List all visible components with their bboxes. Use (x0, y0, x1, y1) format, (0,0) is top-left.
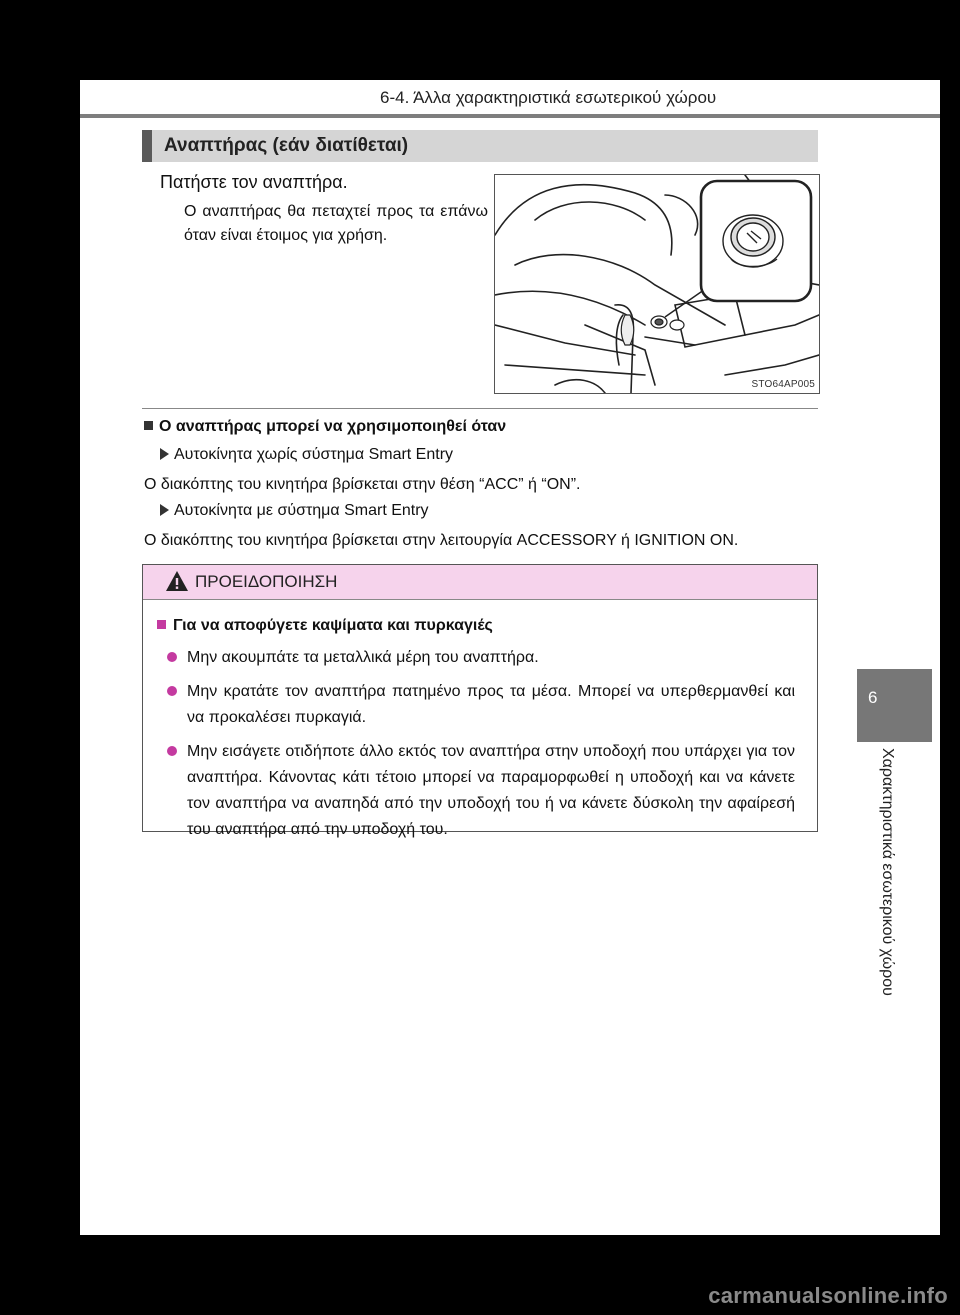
usage-item-no-smart-entry (160, 446, 453, 464)
header-rule (80, 114, 940, 118)
usage-item-desc: Ο διακόπτης του κινητήρα βρίσκεται στην λειτουργία ACCESSORY ή IGNITION ON. (144, 532, 739, 549)
chapter-header: 6-4. Άλλα χαρακτηριστικά εσωτερικού χώρου (380, 88, 717, 107)
warning-bullet (167, 645, 795, 671)
chapter-tab-label: Χαρακτηριστικά εσωτερικού χώρου (879, 748, 896, 996)
warning-bullet-text: Μην ακουμπάτε τα μεταλλικά μέρη του αναπτήρα. (187, 649, 539, 666)
lighter-illustration (494, 174, 820, 394)
triangle-bullet-icon (160, 448, 169, 460)
warning-bullet (167, 679, 795, 731)
square-bullet-icon (144, 421, 153, 430)
watermark: carmanualsonline.info (708, 1283, 948, 1308)
figure-code: STO64AP005 (751, 379, 815, 390)
section-accent (142, 130, 152, 162)
warning-bullet-text: Μην εισάγετε οτιδήποτε άλλο εκτός τον αναπτήρα στην υποδοχή που υπάρχει για τον αναπτήρα. Κάνοντας κάτι τέτοιο μπορεί να παραμορφωθεί η υποδοχή και να κάνετε τον αναπτήρα να αναπηδά από την υποδοχή του ή να κάνετε δύσκολη την αφαίρεσή του αναπτήρα από την υποδοχή του. (187, 743, 795, 838)
warning-icon (165, 569, 189, 593)
usage-heading-text: Ο αναπτήρας μπορεί να χρησιμοποιηθεί όταν (159, 418, 507, 435)
usage-item-label: Αυτοκίνητα χωρίς σύστημα Smart Entry (174, 446, 454, 463)
manual-page (80, 80, 940, 1235)
warning-bullet (167, 739, 795, 843)
dot-bullet-icon (167, 686, 177, 696)
warning-subheading-text: Για να αποφύγετε καψίματα και πυρκαγιές (173, 617, 493, 634)
step-note: Ο αναπτήρας θα πεταχτεί προς τα επάνω όταν είναι έτοιμος για χρήση. (184, 203, 488, 244)
section-title-bar (142, 130, 818, 162)
usage-heading (144, 418, 506, 436)
section-divider (142, 408, 818, 409)
warning-title: ΠΡΟΕΙΔΟΠΟΙΗΣΗ (195, 572, 338, 591)
dot-bullet-icon (167, 652, 177, 662)
section-title: Αναπτήρας (εάν διατίθεται) (164, 135, 409, 156)
dot-bullet-icon (167, 746, 177, 756)
usage-item-smart-entry (160, 502, 429, 520)
usage-item-desc: Ο διακόπτης του κινητήρα βρίσκεται στην θέση “ACC” ή “ON”. (144, 476, 581, 493)
triangle-bullet-icon (160, 504, 169, 516)
warning-header (143, 565, 817, 600)
step-instruction: Πατήστε τον αναπτήρα. (160, 172, 348, 192)
warning-bullet-text: Μην κρατάτε τον αναπτήρα πατημένο προς τα μέσα. Μπορεί να υπερθερμανθεί και να προκαλέσει πυρκαγιά. (187, 683, 795, 726)
chapter-number: 6 (868, 688, 878, 707)
warning-box (142, 564, 818, 838)
warning-subheading (157, 617, 493, 635)
usage-item-label: Αυτοκίνητα με σύστημα Smart Entry (174, 502, 429, 519)
square-bullet-icon (157, 620, 166, 629)
dashboard-lighter-drawing (495, 175, 819, 393)
